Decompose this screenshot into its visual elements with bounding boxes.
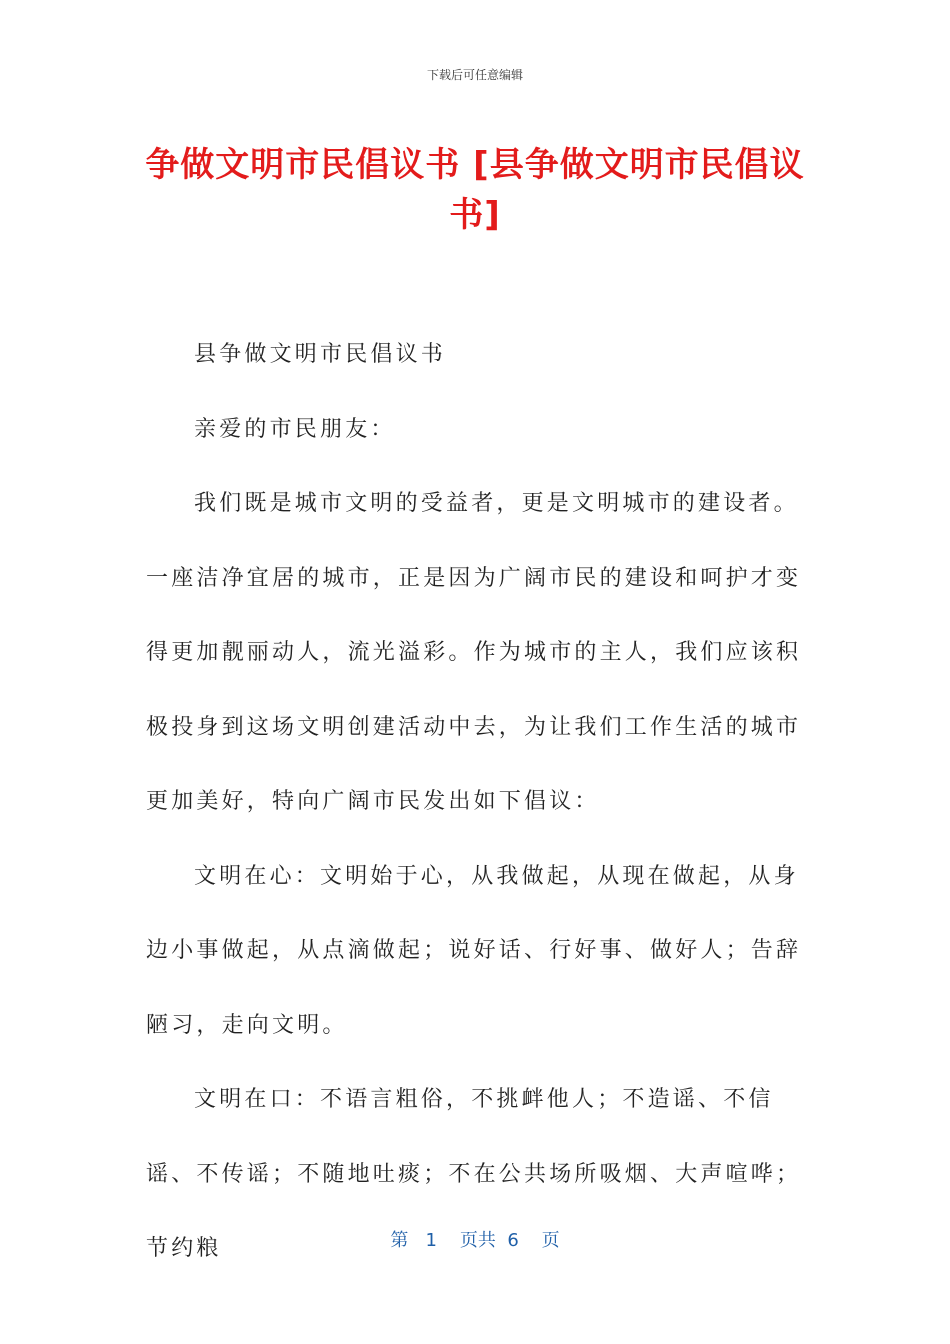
page-label-suffix: 页 [541, 1230, 560, 1251]
paragraph-civility-heart: 文明在心：文明始于心，从我做起，从现在做起，从身边小事做起，从点滴做起；说好话、行好事、做好人；告辞陋习，走向文明。 [146, 863, 802, 1038]
page-footer [0, 1226, 950, 1252]
total-pages-number: 6 [507, 1230, 519, 1251]
document-body [146, 318, 810, 1287]
document-title: 争做文明市民倡议书 [县争做文明市民倡议书] [145, 145, 805, 235]
page-label-mid: 页共 [459, 1230, 496, 1251]
header-note: 下载后可任意编辑 [426, 68, 523, 82]
paragraph-civility-speech: 文明在口：不语言粗俗，不挑衅他人；不造谣、不信谣、不传谣；不随地吐痰；不在公共场所吸烟、大声喧哗；节约粮 [146, 1087, 802, 1261]
paragraph-salutation: 亲爱的市民朋友： [194, 416, 396, 442]
current-page-number: 1 [425, 1230, 437, 1251]
page-label-prefix: 第 [390, 1230, 409, 1251]
paragraph-subtitle: 县争做文明市民倡议书 [194, 342, 447, 367]
paragraph-intro: 我们既是城市文明的受益者，更是文明城市的建设者。一座洁净宜居的城市，正是因为广阔市民的建设和呵护才变得更加靓丽动人，流光溢彩。作为城市的主人，我们应该积极投身到这场文明创建活动中去，为让我们工作生活的城市更加美好，特向广阔市民发出如下倡议： [146, 491, 802, 814]
